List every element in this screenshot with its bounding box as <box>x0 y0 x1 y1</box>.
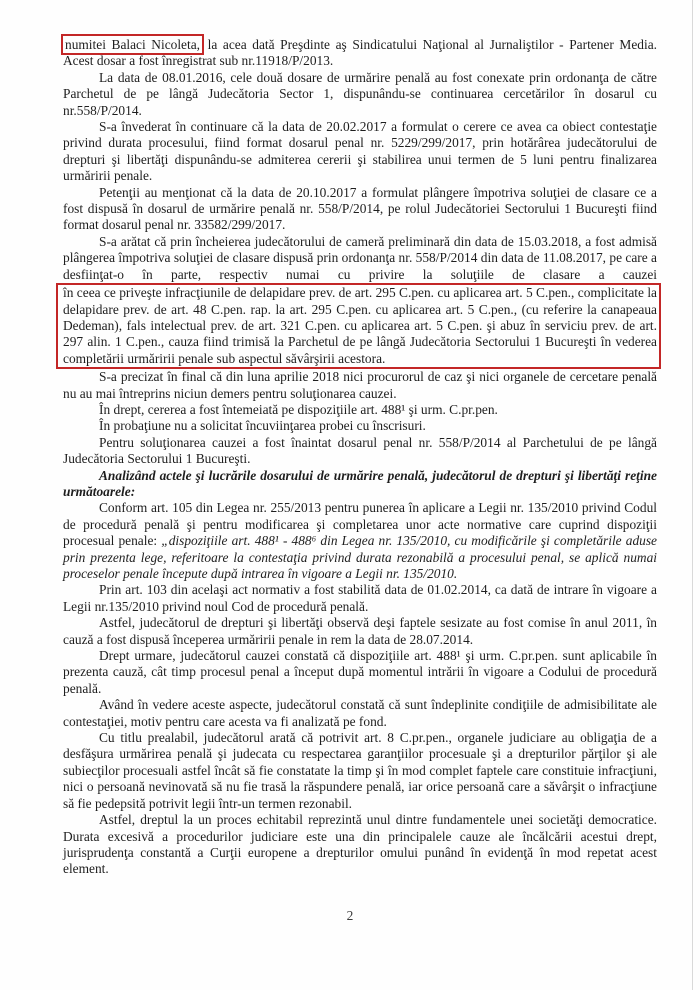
paragraph-5 <box>63 234 657 283</box>
paragraph-4 <box>63 185 657 234</box>
paragraph-10 <box>63 435 657 468</box>
text-run: Prin art. 103 din acelaşi act normativ a fost stabilită data de 01.02.2014, ca dată de intrare în vigoare a Legii nr.135/2010 privind noul Cod de procedură penală. <box>63 582 657 614</box>
page-number: 2 <box>346 908 354 923</box>
document-text-block <box>63 37 657 878</box>
text-run: Astfel, judecătorul de drepturi şi libertăţi observă deşi faptele sesizate au fost comise în anul 2011, în cauză a fost dispusă începerea urmăririi penale in rem la data de 28.07.2014. <box>63 615 657 647</box>
text-run: S-a precizat în final că din luna aprilie 2018 nici procurorul de caz şi nici organele de cercetare penală nu au mai întreprins niciun demers pentru soluţionarea cauzei. <box>63 369 657 401</box>
paragraph-8 <box>63 402 657 418</box>
paragraph-12 <box>63 500 657 582</box>
text-run: Drept urmare, judecătorul cauzei constată că dispoziţiile art. 488¹ şi urm. C.pr.pen. sunt aplicabile în prezenta cauză, cât timp procesul penal a început după momentul intrării în vigoare a Codului de procedură penală. <box>63 648 657 696</box>
text-run: Pentru soluţionarea cauzei a fost înaintat dosarul penal nr. 558/P/2014 al Parchetului de pe lângă Judecătoria Sectorului 1 Bucureşti. <box>63 434 657 467</box>
paragraph-1 <box>63 37 657 70</box>
text-run: În probaţiune nu a solicitat încuviinţarea probei cu înscrisuri. <box>99 418 426 434</box>
paragraph-2 <box>63 70 657 119</box>
paragraph-9 <box>63 418 657 434</box>
text-run: în ceea ce priveşte infracţiunile de delapidare prev. de art. 295 C.pen. cu aplicarea art. 5 C.pen., complicitate la delapidare prev. de art. 48 C.pen. rap. la art. 295 C.pen. cu aplicarea art. 5 C.pen., (cu referire la canapeaua Dedeman), fals intelectual prev. de art. 321 C.pen. cu aplicarea art. 5 C.pen. şi abuz în serviciu prev. de art. 297 alin. 1 C.pen., cauza fiind trimisă la Parchetul de pe lângă Judecătoria Sectorului 1 Bucureşti în vederea completării urmăririi penale sub aspectul săvârşirii acestora. <box>63 285 657 366</box>
highlighted-paragraph <box>56 283 661 369</box>
text-run: Petenţii au menţionat că la data de 20.10.2017 a formulat plângere împotriva soluţiei de clasare ce a fost dispusă în dosarul de urmărire penală nr. 558/P/2014, pe rolul Judecătoriei Sectorului 1 Bucureşti fiind format dosarul penal nr. 33582/299/2017. <box>63 184 657 233</box>
paragraph-18 <box>63 812 657 878</box>
text-run: Astfel, dreptul la un proces echitabil reprezintă unul dintre fundamentele unei societăţi democratice. Durata excesivă a procedurilor judiciare este una din principalele cauze ale încălcării acestui drept, jurisprudenţa constantă a Curţii europene a drepturilor omului punând în evidenţă în mod repetat acest element. <box>63 812 657 877</box>
highlighted-text: numitei Balaci Nicoleta, <box>61 34 204 55</box>
text-run: Cu titlu prealabil, judecătorul arată că potrivit art. 8 C.pr.pen., organele judiciare au obligaţia de a desfăşura urmărirea penală şi judecata cu respectarea garanţiilor procesuale şi a drepturilor părţilor şi ale subiecţilor procesuali astfel încât să fie constatate la timp şi în mod complet faptele care constituie infracţiuni, nici o persoană nevinovată să nu fie trasă la răspundere penală, iar orice persoană care a săvârşit o infracţiune să fie pedepsită potrivit legii într-un termen rezonabil. <box>63 730 657 811</box>
text-run: S-a arătat că prin încheierea judecătorului de cameră preliminară din data de 15.03.2018, a fost admisă plângerea împotriva soluţiei de clasare dispusă prin ordonanţa nr. 558/P/2014 din data de 11.08.2017, pe care a desfiinţat-o în parte, respectiv numai cu privire la soluţiile de clasare a cauzei <box>63 233 657 282</box>
paragraph-13 <box>63 582 657 615</box>
text-run: Având în vedere aceste aspecte, judecătorul constată că sunt îndeplinite condiţiile de admisibilitate ale contestaţiei, motiv pentru care acesta va fi analizată pe fond. <box>63 697 657 729</box>
text-run: „dispoziţiile art. 488¹ - 488⁶ din Legea nr. 135/2010, cu modificările şi completările aduse prin prezenta lege, referitoare la contestaţia privind durata rezonabilă a procesului penal, se aplică numai proceselor penale începute după intrarea în vigoare a Legii nr. 135/2010. <box>63 533 657 581</box>
paragraph-16 <box>63 697 657 730</box>
paragraph-11 <box>63 468 657 501</box>
text-run: În drept, cererea a fost întemeiată pe dispoziţiile art. 488¹ şi urm. C.pr.pen. <box>99 401 498 417</box>
paragraph-17 <box>63 730 657 812</box>
paragraph-7 <box>63 369 657 402</box>
paragraph-14 <box>63 615 657 648</box>
paragraph-15 <box>63 648 657 697</box>
scan-artifact-line <box>692 0 693 990</box>
text-run: Analizând actele şi lucrările dosarului de urmărire penală, judecătorul de drepturi şi libertăţi reţine următoarele: <box>63 467 657 499</box>
text-run: La data de 08.01.2016, cele două dosare de urmărire penală au fost conexate prin ordonanţa de către Parchetul de pe lângă Judecătoria Sector 1, dispunându-se continuarea cercetărilor în dosarul cu nr.558/P/2014. <box>63 69 657 118</box>
text-run: Conform art. 105 din Legea nr. 255/2013 pentru punerea în aplicare a Legii nr. 135/2010 privind Codul de procedură penală şi pentru modificarea şi completarea unor acte normative care cuprind dispoziţii procesual penale: <box>63 500 657 549</box>
paragraph-3 <box>63 119 657 185</box>
text-run: S-a învederat în continuare că la data de 20.02.2017 a formulat o cerere ce avea ca obiect contestaţie privind durata procesului, fiind format dosarul penal nr. 5229/299/2017, prin hotărârea judecătorului de drepturi şi libertăţi dispunându-se admiterea cererii şi stabilirea unui termen de 5 luni pentru finalizarea urmăririi penale. <box>63 119 657 184</box>
text-run: la acea dată Preşdinte aş Sindicatului Naţional al Jurnaliştilor - Partener Media. Acest dosar a fost înregistrat sub nr.11918/P/2013. <box>63 37 657 69</box>
